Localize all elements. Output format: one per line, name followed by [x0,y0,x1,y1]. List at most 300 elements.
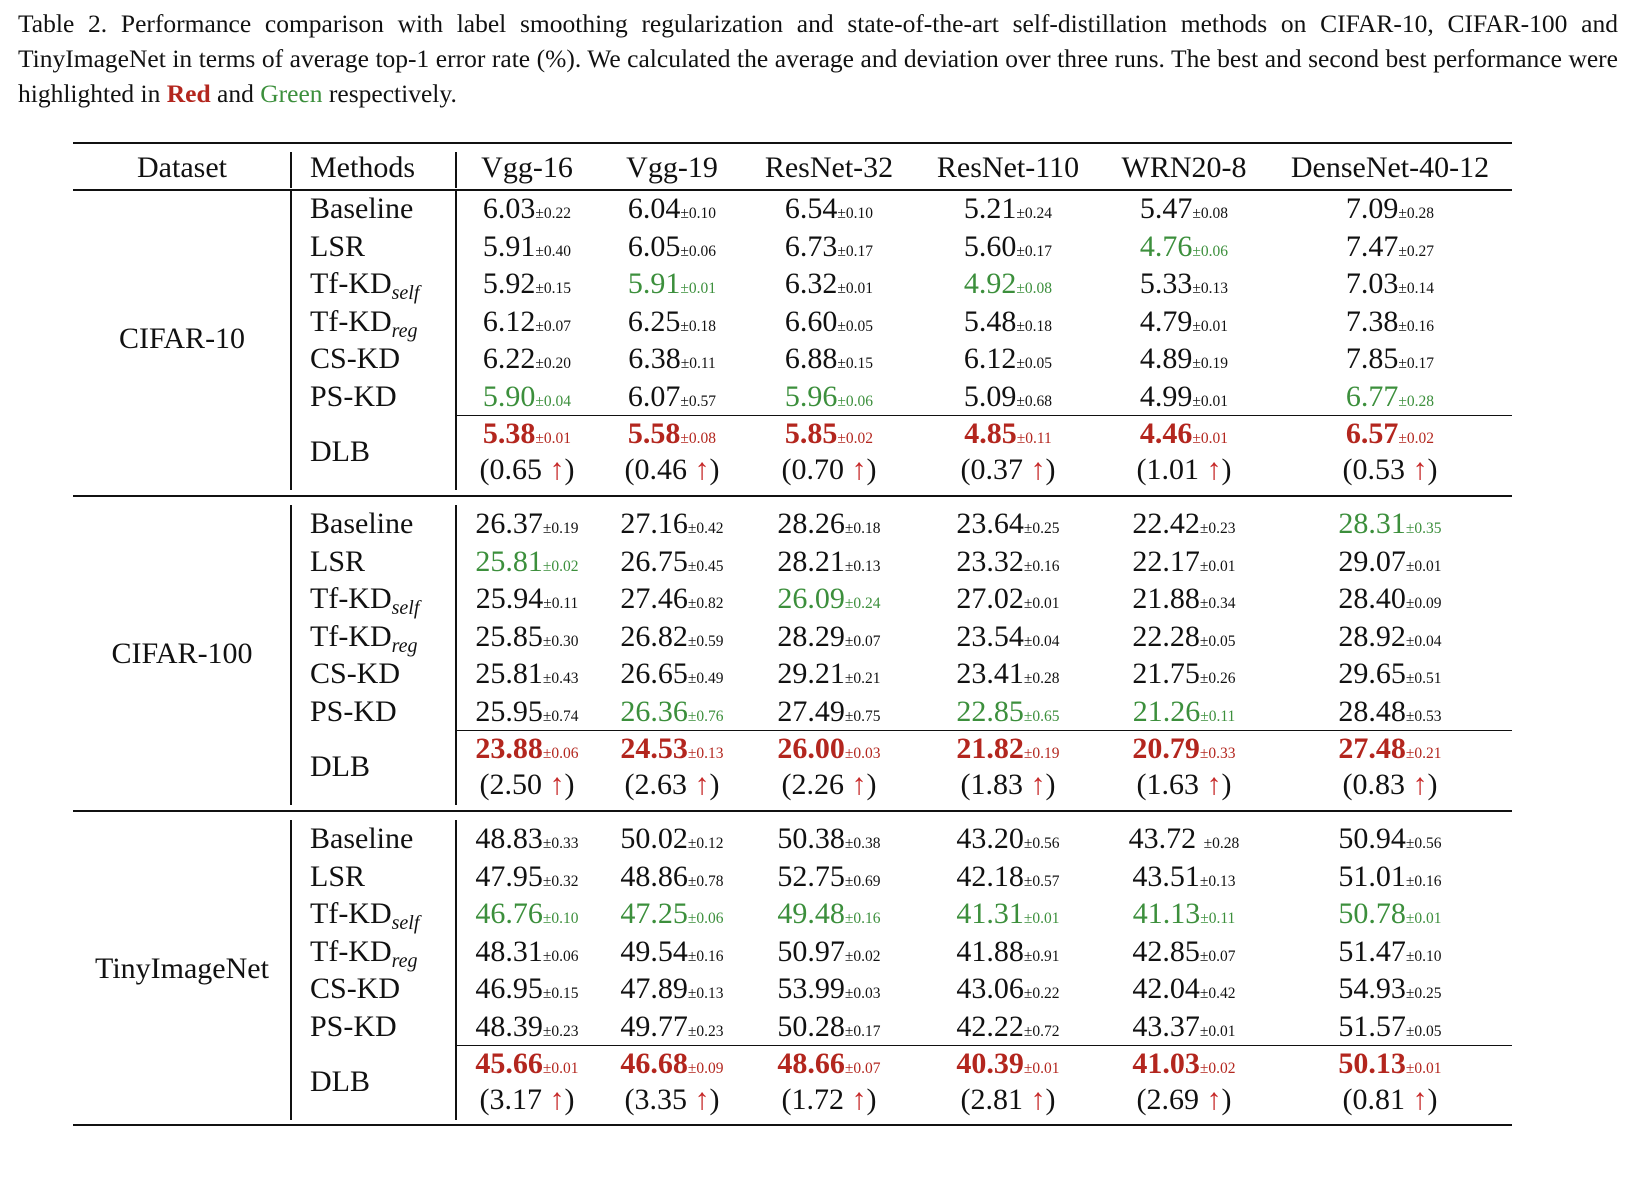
value-cell [956,972,1059,1006]
mean-value: 50.97 [777,934,845,968]
value-cell [475,620,578,654]
value-cell [1338,935,1441,969]
mean-value: 25.95 [475,694,543,728]
close-paren: ) [866,453,877,486]
value-cell [1132,620,1235,654]
deviation-value: ±0.82 [687,595,724,612]
mean-value: 46.95 [475,972,543,1005]
deviation-value: ±0.21 [1405,745,1442,762]
vertical-rule [455,505,457,805]
value-cell [483,267,571,301]
value-cell [628,417,716,451]
deviation-value: ±0.26 [1199,670,1236,687]
value-cell [1338,972,1441,1006]
deviation-value: ±0.17 [1398,355,1435,372]
mean-value: 48.83 [475,822,543,855]
dataset-label: CIFAR-100 [111,637,253,670]
method-label [310,545,365,579]
deviation-value: ±0.06 [542,745,579,762]
mean-value: 4.85 [964,417,1017,450]
header-model: WRN20-8 [1121,151,1247,184]
improvement-cell [782,768,877,802]
value-cell [777,620,880,654]
value-cell [1346,192,1434,226]
deviation-value: ±0.42 [1199,985,1236,1002]
deviation-value: ±0.04 [1023,632,1060,650]
mean-value: 7.47 [1345,229,1399,263]
improvement-value: (0.81 [1342,1083,1413,1116]
mean-value: 22.17 [1132,544,1200,578]
mean-value: 26.75 [620,544,688,578]
mean-value: 50.78 [1338,897,1406,930]
method-label [310,380,397,414]
improvement-cell [625,453,720,487]
deviation-value: ±0.28 [1023,670,1060,687]
method-subscript: reg [391,319,418,342]
up-arrow-icon: ↑ [1030,768,1046,801]
deviation-value: ±0.08 [1192,205,1229,222]
mean-value: 50.13 [1338,1047,1406,1080]
value-cell [964,380,1052,414]
value-cell [1140,267,1228,301]
improvement-value: (0.83 [1342,768,1413,801]
deviation-value: ±0.21 [844,670,881,687]
value-cell [620,657,723,691]
deviation-value: ±0.01 [680,280,717,297]
deviation-value: ±0.02 [837,430,874,447]
improvement-value: (0.37 [960,453,1031,486]
close-paren: ) [564,453,575,486]
deviation-value: ±0.11 [1200,707,1236,725]
value-cell [1338,732,1441,766]
mean-value: 26.09 [777,582,845,615]
deviation-value: ±0.53 [1405,707,1442,725]
value-cell [620,545,723,579]
deviation-value: ±0.43 [542,670,579,687]
improvement-cell [1343,453,1438,487]
deviation-value: ±0.01 [1192,392,1229,410]
deviation-value: ±0.12 [687,835,724,852]
improvement-value: (1.01 [1136,453,1207,486]
value-cell [475,897,578,931]
group-rule [73,810,1512,812]
method-label [310,620,418,658]
mean-value: 42.22 [956,1009,1024,1043]
deviation-value: ±0.15 [535,280,572,297]
value-cell [1132,732,1235,766]
value-cell [964,192,1052,226]
deviation-value: ±0.18 [680,317,717,335]
method-label [310,972,400,1006]
value-cell [785,230,873,264]
improvement-cell [782,1083,877,1117]
deviation-value: ±0.01 [1192,430,1229,447]
method-name: DLB [310,1065,370,1098]
mean-value: 5.85 [784,417,838,450]
improvement-cell [961,768,1056,802]
mean-value: 27.49 [777,694,845,728]
value-cell [1132,657,1235,691]
value-cell [777,935,880,969]
improvement-value: (0.46 [624,453,695,486]
improvement-cell [625,1083,720,1117]
deviation-value: ±0.04 [1405,632,1442,650]
mean-value: 23.54 [956,619,1024,653]
deviation-value: ±0.08 [680,430,717,447]
header-dataset: Dataset [137,151,227,184]
value-cell [777,897,880,931]
value-cell [1140,417,1228,451]
method-label [310,695,397,729]
deviation-value: ±0.19 [542,520,579,537]
mean-value: 4.76 [1139,229,1193,263]
value-cell [620,1047,723,1081]
mean-value: 28.48 [1338,694,1406,728]
mean-value: 5.90 [482,379,536,413]
mean-value: 6.60 [784,304,838,338]
up-arrow-icon: ↑ [851,453,867,486]
value-cell [620,860,723,894]
mean-value: 6.57 [1345,417,1399,450]
close-paren: ) [564,1083,575,1116]
value-cell [956,732,1059,766]
value-cell [475,822,578,856]
deviation-value: ±0.28 [1203,835,1240,852]
mean-value: 47.89 [620,972,688,1005]
mean-value: 27.02 [956,582,1024,615]
mean-value: 42.85 [1132,934,1200,968]
deviation-value: ±0.01 [1023,1060,1060,1077]
value-cell [1140,192,1228,226]
value-cell [956,822,1059,856]
vertical-rule [290,190,292,490]
value-cell [620,935,723,969]
up-arrow-icon: ↑ [1412,1083,1428,1116]
up-arrow-icon: ↑ [1412,768,1428,801]
improvement-cell [961,453,1056,487]
method-label [310,897,419,935]
mean-value: 28.29 [777,619,845,653]
mean-value: 5.47 [1139,192,1193,225]
improvement-cell [1137,1083,1232,1117]
mean-value: 49.48 [777,897,845,930]
deviation-value: ±0.16 [844,910,881,927]
mean-value: 49.77 [620,1009,688,1043]
deviation-value: ±0.59 [687,632,724,650]
mean-value: 6.88 [784,342,838,375]
mean-value: 5.58 [627,417,681,450]
mean-value: 28.26 [777,507,845,540]
deviation-value: ±0.32 [542,872,579,890]
mean-value: 23.32 [956,544,1024,578]
mean-value: 21.26 [1132,694,1201,728]
up-arrow-icon: ↑ [549,1083,565,1116]
value-cell [1132,507,1235,541]
method-label [310,750,370,784]
mean-value: 4.92 [963,267,1017,300]
deviation-value: ±0.19 [1023,745,1060,762]
deviation-value: ±0.08 [1016,280,1053,297]
value-cell [1346,417,1434,451]
deviation-value: ±0.65 [1023,707,1060,725]
deviation-value: ±0.01 [535,430,572,447]
value-cell [620,897,723,931]
mean-value: 28.31 [1338,507,1406,540]
improvement-value: (1.83 [960,768,1031,801]
value-cell [483,417,571,451]
value-cell [1338,822,1441,856]
mean-value: 7.03 [1345,267,1399,300]
mean-value: 6.12 [963,342,1017,375]
improvement-value: (3.17 [479,1083,550,1116]
value-cell [620,582,723,616]
up-arrow-icon: ↑ [851,1083,867,1116]
value-cell [777,582,880,616]
value-cell [964,230,1052,264]
up-arrow-icon: ↑ [549,453,565,486]
deviation-value: ±0.13 [1199,872,1236,890]
deviation-value: ±0.03 [844,745,881,762]
improvement-cell [1343,768,1438,802]
value-cell [620,732,723,766]
close-paren: ) [1045,768,1056,801]
deviation-value: ±0.16 [687,947,724,965]
deviation-value: ±0.06 [680,242,717,260]
improvement-value: (3.35 [624,1083,695,1116]
mean-value: 42.18 [956,859,1024,893]
value-cell [777,860,880,894]
mean-value: 41.13 [1132,897,1201,930]
deviation-value: ±0.34 [1199,595,1236,612]
vertical-rule [455,820,457,1120]
value-cell [483,342,571,376]
value-cell [777,1047,880,1081]
deviation-value: ±0.06 [687,910,724,927]
caption-text: respectively. [322,79,457,108]
value-cell [1338,860,1441,894]
mean-value: 26.65 [620,657,688,690]
improvement-cell [1343,1083,1438,1117]
mean-value: 6.25 [627,304,681,338]
deviation-value: ±0.75 [844,707,881,725]
deviation-value: ±0.10 [542,910,579,927]
mean-value: 5.38 [482,417,536,450]
method-name: Baseline [310,507,414,540]
mean-value: 27.48 [1338,732,1406,765]
improvement-value: (2.26 [781,768,852,801]
deviation-value: ±0.13 [687,985,724,1002]
deviation-value: ±0.15 [542,985,579,1002]
value-cell [1132,1047,1235,1081]
value-cell [1338,1047,1441,1081]
up-arrow-icon: ↑ [694,768,710,801]
improvement-value: (2.69 [1136,1083,1207,1116]
value-cell [956,1010,1059,1044]
method-name: LSR [310,859,366,893]
improvement-cell [961,1083,1056,1117]
mean-value: 43.20 [956,822,1024,855]
value-cell [475,732,578,766]
deviation-value: ±0.91 [1023,947,1060,965]
mean-value: 26.36 [620,694,688,728]
value-cell [956,657,1059,691]
improvement-cell [480,453,575,487]
caption-green-word: Green [260,79,323,108]
improvement-cell [480,1083,575,1117]
improvement-value: (0.70 [781,453,852,486]
deviation-value: ±0.07 [844,632,881,650]
deviation-value: ±0.05 [1405,1022,1442,1040]
deviation-value: ±0.01 [837,280,874,297]
value-cell [964,417,1052,451]
vertical-rule [290,820,292,1120]
value-cell [475,545,578,579]
vertical-rule [290,152,292,188]
value-cell [956,582,1059,616]
mean-value: 7.38 [1345,304,1399,338]
mean-value: 23.41 [956,657,1024,690]
method-name: PS-KD [310,1009,397,1043]
caption-text: Table 2. Performance comparison with label smoothing regularization and state-of-the-art self-distillation methods on CIFAR-10, CIFAR-100 and TinyImageNet in terms of average top-1 error rate (%). We calculated the average and deviation over three runs. The best and second best performance were highlighted in [18,9,1618,108]
value-cell [1338,507,1441,541]
value-cell [785,267,873,301]
mean-value: 47.95 [475,859,543,893]
deviation-value: ±0.76 [687,707,724,725]
method-name: LSR [310,229,366,263]
deviation-value: ±0.10 [1405,947,1442,965]
close-paren: ) [1221,768,1232,801]
value-cell [956,507,1059,541]
mean-value: 21.75 [1132,657,1200,690]
improvement-value: (1.72 [781,1083,852,1116]
value-cell [1140,230,1228,264]
mean-value: 49.54 [620,934,688,968]
method-label [310,230,365,264]
deviation-value: ±0.09 [1405,595,1442,612]
mean-value: 29.21 [777,657,845,690]
deviation-value: ±0.57 [680,392,717,410]
up-arrow-icon: ↑ [694,1083,710,1116]
deviation-value: ±0.28 [1398,392,1435,410]
deviation-value: ±0.07 [535,317,572,335]
top-rule [73,142,1512,144]
bottom-rule [73,1124,1512,1126]
close-paren: ) [709,1083,720,1116]
mean-value: 40.39 [956,1047,1024,1080]
mean-value: 5.96 [784,379,838,413]
mean-value: 4.99 [1139,379,1193,413]
deviation-value: ±0.24 [1016,205,1053,222]
close-paren: ) [1427,453,1438,486]
value-cell [956,935,1059,969]
deviation-value: ±0.16 [1023,557,1060,575]
method-subscript: reg [391,634,418,657]
deviation-value: ±0.18 [1016,317,1053,335]
deviation-value: ±0.57 [1023,872,1060,890]
value-cell [475,1010,578,1044]
dataset-label: CIFAR-10 [118,322,246,355]
mean-value: 41.03 [1132,1047,1200,1080]
close-paren: ) [1045,453,1056,486]
mean-value: 4.79 [1139,304,1193,338]
deviation-value: ±0.05 [1199,632,1236,650]
deviation-value: ±0.22 [1023,985,1060,1002]
value-cell [1338,695,1441,729]
close-paren: ) [564,768,575,801]
value-cell [1129,822,1240,856]
mean-value: 51.47 [1338,934,1406,968]
mean-value: 7.85 [1345,342,1399,375]
value-cell [1338,897,1441,931]
value-cell [956,545,1059,579]
value-cell [620,507,723,541]
deviation-value: ±0.56 [1405,835,1442,852]
value-cell [964,342,1052,376]
mean-value: 6.77 [1345,379,1399,413]
header-model: ResNet-32 [764,151,894,184]
mean-value: 5.91 [482,229,536,263]
value-cell [1338,582,1441,616]
improvement-value: (0.53 [1342,453,1413,486]
deviation-value: ±0.10 [837,205,874,222]
mean-value: 7.09 [1345,192,1399,225]
mean-value: 48.86 [620,859,688,893]
deviation-value: ±0.02 [542,557,579,575]
value-cell [777,545,880,579]
value-cell [475,860,578,894]
method-label [310,822,413,856]
mean-value: 23.88 [475,732,543,765]
method-subscript: self [391,912,420,934]
value-cell [785,305,873,339]
deviation-value: ±0.11 [1200,910,1236,927]
improvement-cell [1137,453,1232,487]
deviation-value: ±0.22 [535,205,572,222]
deviation-value: ±0.24 [844,595,881,612]
mean-value: 26.82 [620,619,688,653]
method-label [310,582,419,620]
mean-value: 6.03 [482,192,536,225]
method-subscript: reg [391,949,418,972]
vertical-rule [455,190,457,490]
mean-value: 4.46 [1139,417,1193,450]
up-arrow-icon: ↑ [1206,1083,1222,1116]
deviation-value: ±0.11 [680,355,716,372]
value-cell [777,1010,880,1044]
close-paren: ) [709,768,720,801]
deviation-value: ±0.11 [1016,430,1052,447]
mean-value: 51.01 [1338,859,1406,893]
mean-value: 5.48 [963,304,1017,338]
value-cell [956,1047,1059,1081]
deviation-value: ±0.28 [1398,205,1435,222]
mean-value: 25.94 [475,582,544,615]
value-cell [1132,582,1235,616]
mean-value: 5.33 [1139,267,1193,300]
deviation-value: ±0.01 [1405,910,1442,927]
mean-value: 27.46 [620,582,688,615]
mean-value: 6.38 [628,342,681,375]
value-cell [1140,380,1228,414]
deviation-value: ±0.02 [1398,430,1435,447]
value-cell [785,342,873,376]
deviation-value: ±0.11 [543,595,579,612]
deviation-value: ±0.45 [687,557,724,575]
method-name: CS-KD [310,657,401,690]
value-cell [956,860,1059,894]
deviation-value: ±0.20 [535,355,572,372]
improvement-value: (2.63 [624,768,695,801]
